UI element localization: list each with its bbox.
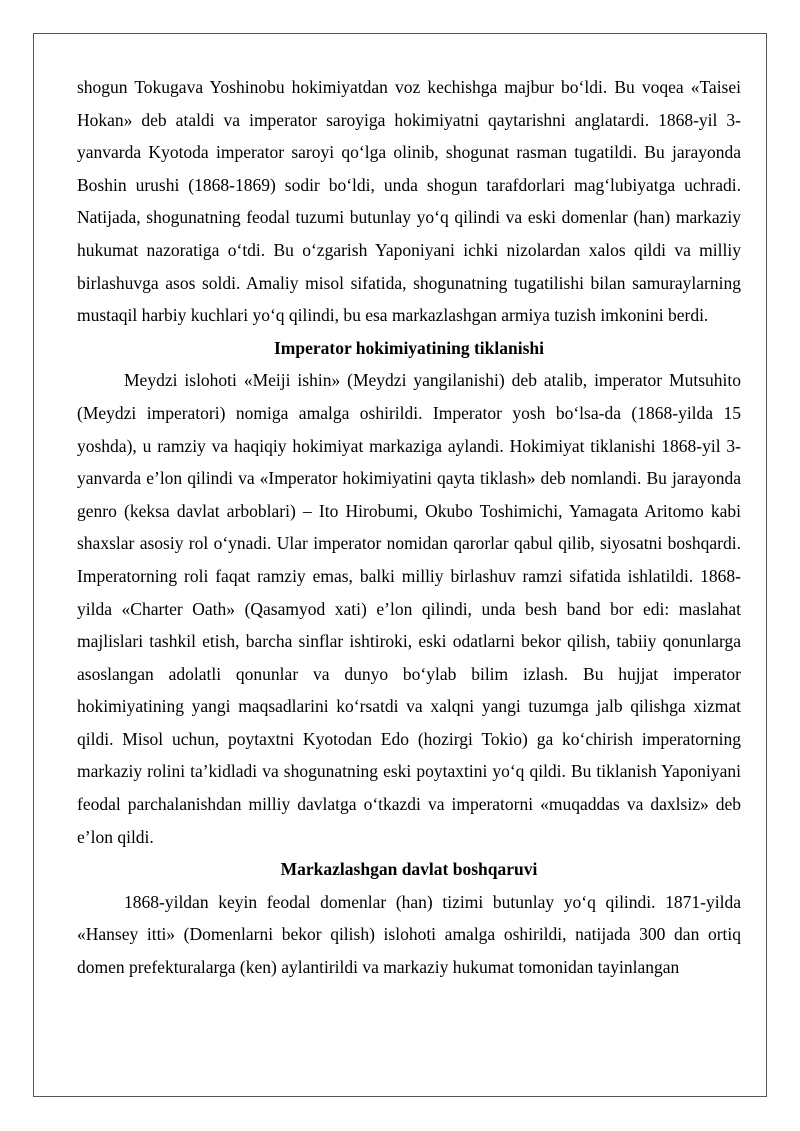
document-body [77,71,741,984]
section-heading-centralized-government: Markazlashgan davlat boshqaruvi [280,859,538,880]
paragraph-imperial-restoration: Meydzi islohoti «Meiji ishin» (Meydzi yangilanishi) deb atalib, imperator Mutsuhito (Meydzi imperatori) nomiga amalga oshirildi. Imperator yosh bo‘lsa-da (1868-yilda 15 yoshda), u ramziy va haqiqiy hokimiyat markaziga aylandi. Hokimiyat tiklanishi 1868-yil 3-yanvarda e’lon qilindi va «Imperator hokimiyatini qayta tiklash» deb nomlandi. Bu jarayonda genro (keksa davlat arboblari) – Ito Hirobumi, Okubo Toshimichi, Yamagata Aritomo kabi shaxslar asosiy rol o‘ynadi. Ular imperator nomidan qarorlar qabul qilib, siyosatni boshqardi. Imperatorning roli faqat ramziy emas, balki milliy birlashuv ramzi sifatida ishlatildi. 1868-yilda «Charter Oath» (Qasamyod xati) e’lon qilindi, unda besh band bor edi: maslahat majlislari tashkil etish, barcha sinflar ishtiroki, eski odatlarni bekor qilish, tabiiy qonunlarga asoslangan adolatli qonunlar va dunyo bo‘ylab bilim izlash. Bu hujjat imperator hokimiyatining yangi maqsadlarini ko‘rsatdi va xalqni yangi tuzumga jalb qilishga xizmat qildi. Misol uchun, poytaxtni Kyotodan Edo (hozirgi Tokio) ga ko‘chirish imperatorning markaziy rolini ta’kidladi va shogunatning eski poytaxtini yo‘q qildi. Bu tiklanish Yaponiyani feodal parchalanishdan milliy davlatga o‘tkazdi va imperatorni «muqaddas va daxlsiz» deb e’lon qildi. [77,370,741,847]
paragraph-centralized-government: 1868-yildan keyin feodal domenlar (han) tizimi butunlay yo‘q qilindi. 1871-yilda «Hansey itti» (Domenlarni bekor qilish) islohoti amalga oshirildi, natijada 300 dan ortiq domen prefekturalarga (ken) aylantirildi va markaziy hukumat tomonidan tayinlangan [77,891,741,978]
section-heading-imperial-restoration: Imperator hokimiyatining tiklanishi [273,337,544,358]
paragraph-shogunate-end: shogun Tokugava Yoshinobu hokimiyatdan voz kechishga majbur bo‘ldi. Bu voqea «Taisei Hokan» deb ataldi va imperator saroyiga hokimiyatni qaytarishni anglatardi. 1868-yil 3-yanvarda Kyotoda imperator saroyi qo‘lga olinib, shogunat rasman tugatildi. Bu jarayonda Boshin urushi (1868-1869) sodir bo‘ldi, unda shogun tarafdorlari mag‘lubiyatga uchradi. Natijada, shogunatning feodal tuzumi butunlay yo‘q qilindi va eski domenlar (han) markaziy hukumat nazoratiga o‘tdi. Bu o‘zgarish Yaponiyani ichki nizolardan xalos qildi va milliy birlashuvga asos soldi. Amaliy misol sifatida, shogunatning tugatilishi bilan samuraylarning mustaqil harbiy kuchlari yo‘q qilindi, bu esa markazlashgan armiya tuzish imkonini berdi. [77,77,741,326]
